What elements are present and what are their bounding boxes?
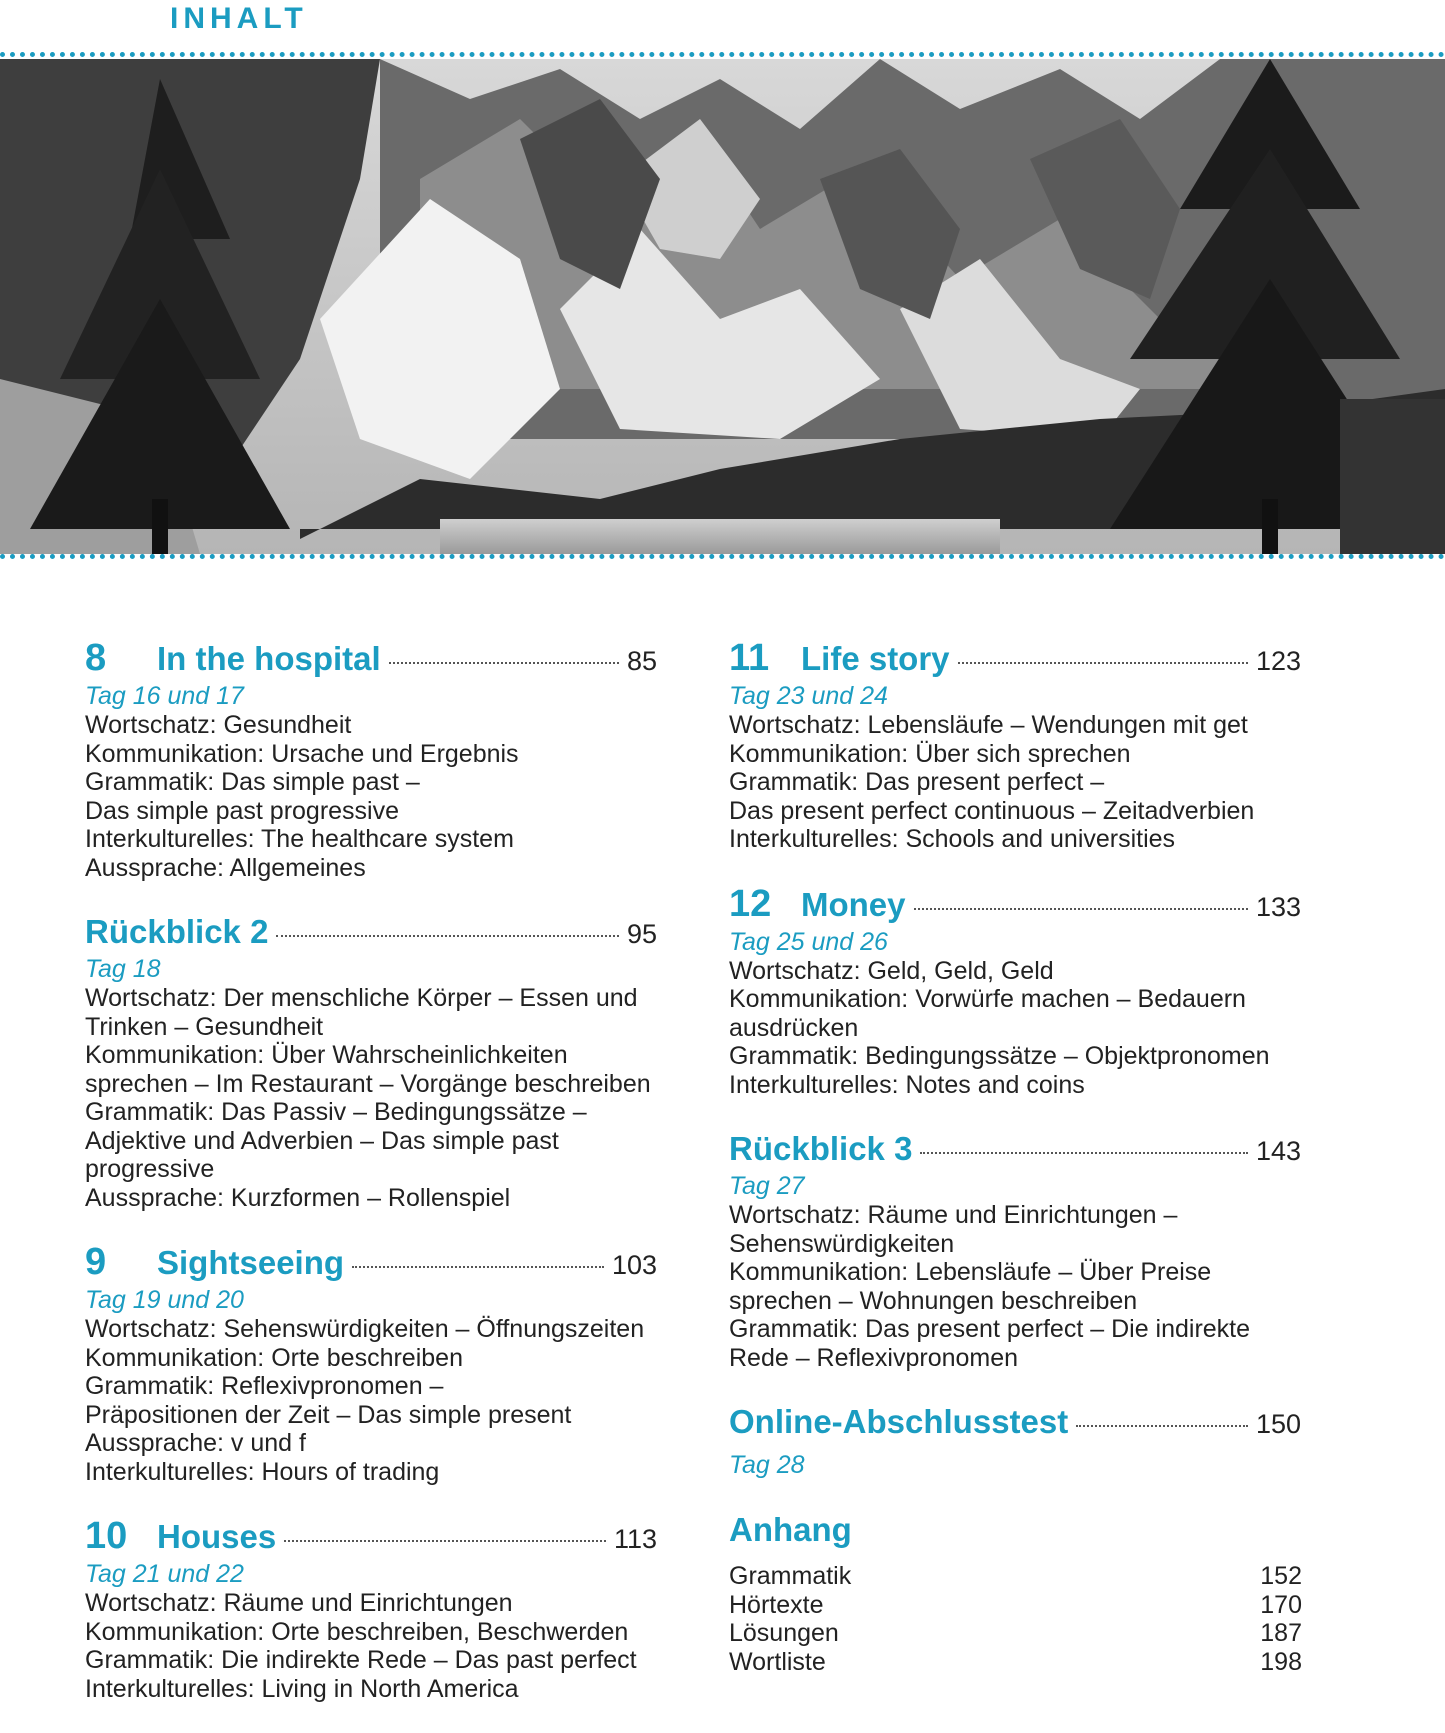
topic-line: ausdrücken xyxy=(729,1013,859,1042)
chapter-number: 8 xyxy=(85,637,107,679)
topic-line: Grammatik: Das present perfect – xyxy=(729,768,1105,796)
topic-line: sprechen – Im Restaurant – Vorgänge beschreiben xyxy=(85,1069,651,1098)
day-label: Tag 21 und 22 xyxy=(85,1560,244,1588)
topic-line: sprechen – Wohnungen beschreiben xyxy=(729,1286,1138,1315)
topic-line: Sehenswürdigkeiten xyxy=(729,1229,955,1258)
appendix-row[interactable] xyxy=(729,1591,1302,1620)
topic-line: Wortschatz: Gesundheit xyxy=(85,711,352,739)
chapter-number: 10 xyxy=(85,1515,128,1557)
chapter-heading xyxy=(85,912,657,954)
appendix-title[interactable]: Anhang xyxy=(729,1511,852,1548)
topic-line: Das simple past progressive xyxy=(85,796,400,825)
appendix-row[interactable] xyxy=(729,1562,1302,1591)
toc-entry-9[interactable] xyxy=(85,1242,657,1486)
topic-line: Wortschatz: Sehenswürdigkeiten – Öffnungszeiten xyxy=(85,1315,645,1343)
topic-line: Kommunikation: Ursache und Ergebnis xyxy=(85,739,519,768)
page-number: 95 xyxy=(626,919,657,949)
topic-line: Wortschatz: Lebensläufe – Wendungen mit get xyxy=(729,711,1248,739)
toc-entry-12[interactable] xyxy=(729,884,1301,1100)
dot-leader xyxy=(352,1266,604,1268)
bottom-dotted-rule xyxy=(0,554,1445,559)
chapter-number: 9 xyxy=(85,1241,107,1283)
page-number: 150 xyxy=(1255,1409,1301,1439)
topic-line: Grammatik: Das simple past – xyxy=(85,768,420,796)
chapter-heading xyxy=(85,1516,657,1559)
chapter-title[interactable]: In the hospital xyxy=(157,640,381,677)
chapter-heading xyxy=(85,1242,657,1285)
dot-leader xyxy=(1076,1425,1248,1427)
toc-appendix xyxy=(729,1510,1301,1676)
topic-line: Kommunikation: Orte beschreiben, Beschwerden xyxy=(85,1617,629,1646)
day-label: Tag 27 xyxy=(729,1172,805,1200)
toc-entry-8[interactable] xyxy=(85,638,657,882)
dot-leader xyxy=(958,662,1248,664)
topic-line: Interkulturelles: Living in North America xyxy=(85,1674,519,1703)
chapter-title[interactable]: Online-Abschlusstest xyxy=(729,1403,1069,1440)
topic-line: Grammatik: Die indirekte Rede – Das past perfect xyxy=(85,1646,637,1674)
appendix-label: Lösungen xyxy=(729,1619,839,1647)
appendix-page: 198 xyxy=(1260,1647,1302,1676)
topic-line: Trinken – Gesundheit xyxy=(85,1012,324,1041)
topic-line: Kommunikation: Vorwürfe machen – Bedauern xyxy=(729,985,1246,1013)
chapter-heading xyxy=(729,1402,1301,1444)
topic-line: Kommunikation: Lebensläufe – Über Preise xyxy=(729,1258,1212,1286)
topic-line: Aussprache: Allgemeines xyxy=(85,853,366,882)
topic-line: Interkulturelles: The healthcare system xyxy=(85,825,514,853)
topic-line: Grammatik: Das present perfect – Die indirekte xyxy=(729,1315,1251,1343)
day-label: Tag 16 und 17 xyxy=(85,682,244,710)
topic-line: Wortschatz: Räume und Einrichtungen – xyxy=(729,1201,1178,1229)
topic-line: progressive xyxy=(85,1155,215,1183)
page-number: 123 xyxy=(1255,646,1301,676)
chapter-title[interactable]: Rückblick 3 xyxy=(729,1130,913,1167)
toc-entry-online-test[interactable] xyxy=(729,1402,1301,1480)
chapter-heading xyxy=(729,638,1301,681)
topic-line: Wortschatz: Räume und Einrichtungen xyxy=(85,1589,513,1617)
day-label: Tag 18 xyxy=(85,955,161,983)
day-label: Tag 23 und 24 xyxy=(729,682,888,710)
topic-line: Grammatik: Reflexivpronomen – xyxy=(85,1372,444,1400)
appendix-label: Wortliste xyxy=(729,1647,826,1676)
toc-entry-rueckblick-3[interactable] xyxy=(729,1129,1301,1372)
chapter-heading xyxy=(729,884,1301,927)
topic-line: Aussprache: v und f xyxy=(85,1429,306,1457)
topic-line: Präpositionen der Zeit – Das simple present xyxy=(85,1400,572,1429)
topic-line: Interkulturelles: Notes and coins xyxy=(729,1070,1085,1099)
toc-entry-11[interactable] xyxy=(729,638,1301,854)
page-number: 85 xyxy=(626,646,657,676)
appendix-label: Hörtexte xyxy=(729,1590,824,1619)
topic-line: Das present perfect continuous – Zeitadverbien xyxy=(729,796,1255,825)
appendix-label: Grammatik xyxy=(729,1562,852,1590)
appendix-page: 187 xyxy=(1260,1619,1302,1647)
page-number: 143 xyxy=(1255,1136,1301,1166)
appendix-page: 152 xyxy=(1260,1562,1302,1590)
topic-line: Wortschatz: Geld, Geld, Geld xyxy=(729,956,1054,985)
appendix-row[interactable] xyxy=(729,1648,1302,1677)
appendix-page: 170 xyxy=(1260,1590,1302,1619)
chapter-title[interactable]: Life story xyxy=(801,640,950,677)
mountain-lake-photo xyxy=(0,59,1445,554)
topic-line: Aussprache: Kurzformen – Rollenspiel xyxy=(85,1183,511,1212)
topic-line: Wortschatz: Der menschliche Körper – Essen und xyxy=(85,984,638,1012)
day-label: Tag 19 und 20 xyxy=(85,1286,244,1314)
toc-entry-rueckblick-2[interactable] xyxy=(85,912,657,1212)
topic-line: Grammatik: Das Passiv – Bedingungssätze – xyxy=(85,1098,587,1126)
topic-line: Kommunikation: Über sich sprechen xyxy=(729,739,1131,768)
topic-line: Kommunikation: Orte beschreiben xyxy=(85,1343,463,1372)
chapter-number: 12 xyxy=(729,882,772,925)
toc-entry-10[interactable] xyxy=(85,1516,657,1703)
dot-leader xyxy=(389,662,619,664)
chapter-title[interactable]: Rückblick 2 xyxy=(85,913,269,950)
topic-line: Kommunikation: Über Wahrscheinlichkeiten xyxy=(85,1041,568,1069)
chapter-title[interactable]: Sightseeing xyxy=(157,1244,345,1281)
day-label: Tag 28 xyxy=(729,1451,805,1479)
page-number: 103 xyxy=(611,1250,657,1280)
topic-line: Rede – Reflexivpronomen xyxy=(729,1343,1019,1372)
topic-line: Grammatik: Bedingungssätze – Objektpronomen xyxy=(729,1042,1270,1070)
chapter-title[interactable]: Houses xyxy=(157,1518,277,1555)
topic-line: Interkulturelles: Schools and universities xyxy=(729,825,1176,853)
dot-leader xyxy=(920,1152,1248,1154)
page-header-title: INHALT xyxy=(170,2,308,35)
chapter-title[interactable]: Money xyxy=(801,885,906,923)
appendix-row[interactable] xyxy=(729,1619,1302,1648)
page-number: 113 xyxy=(613,1524,657,1554)
dot-leader xyxy=(914,908,1248,910)
chapter-heading xyxy=(85,638,657,681)
chapter-number: 11 xyxy=(729,637,770,679)
top-dotted-rule xyxy=(0,52,1445,57)
dot-leader xyxy=(276,935,619,937)
topic-line: Adjektive und Adverbien – Das simple past xyxy=(85,1126,559,1155)
toc-left-column xyxy=(85,638,657,1733)
day-label: Tag 25 und 26 xyxy=(729,927,888,956)
topic-line: Interkulturelles: Hours of trading xyxy=(85,1457,440,1486)
chapter-heading xyxy=(729,1129,1301,1171)
page-number: 133 xyxy=(1255,891,1301,922)
dot-leader xyxy=(284,1540,606,1542)
toc-right-column xyxy=(729,638,1301,1706)
